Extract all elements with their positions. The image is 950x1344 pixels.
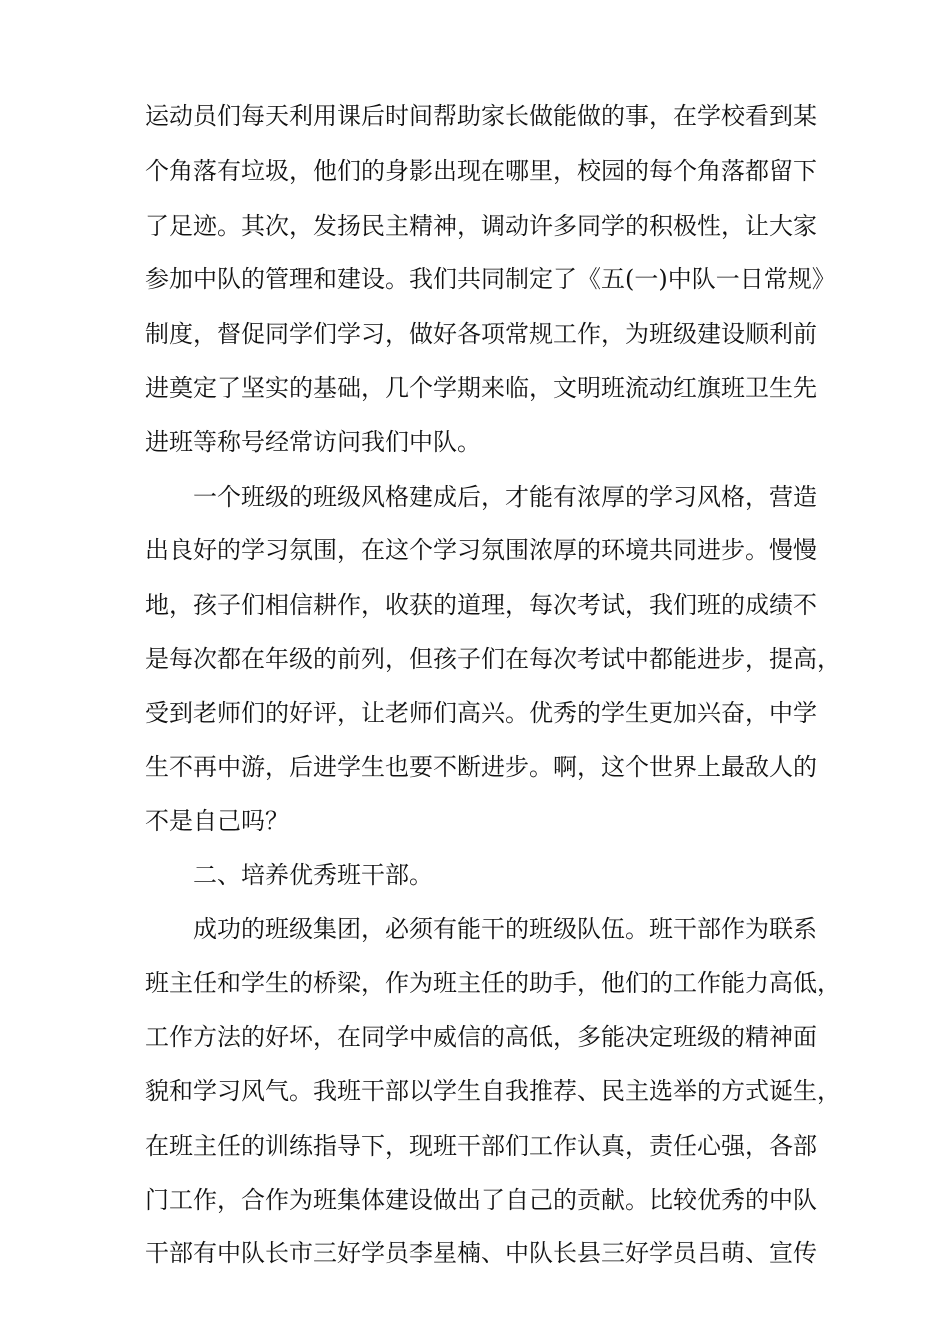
- text-line: 在班主任的训练指导下，现班干部们工作认真，责任心强，各部: [145, 1132, 817, 1160]
- text-line: 出良好的学习氛围，在这个学习氛围浓厚的环境共同进步。慢慢: [145, 536, 817, 564]
- text-line: 参加中队的管理和建设。我们共同制定了《五(一)中队一日常规》: [145, 265, 836, 293]
- text-line: 生不再中游，后进学生也要不断进步。啊，这个世界上最敌人的: [145, 753, 817, 781]
- text-line: 进班等称号经常访问我们中队。: [145, 428, 481, 456]
- text-line: 是每次都在年级的前列，但孩子们在每次考试中都能进步，提高，: [145, 645, 841, 673]
- text-line: 门工作，合作为班集体建设做出了自己的贡献。比较优秀的中队: [145, 1186, 817, 1214]
- text-line: 貌和学习风气。我班干部以学生自我推荐、民主选举的方式诞生，: [145, 1077, 841, 1105]
- text-line: 地，孩子们相信耕作，收获的道理，每次考试，我们班的成绩不: [145, 591, 817, 619]
- paragraph-first-line: 成功的班级集团，必须有能干的班级队伍。班干部作为联系: [193, 915, 817, 943]
- text-line: 受到老师们的好评，让老师们高兴。优秀的学生更加兴奋，中学: [145, 699, 817, 727]
- text-line: 班主任和学生的桥梁，作为班主任的助手，他们的工作能力高低，: [145, 969, 841, 997]
- text-line: 不是自己吗？: [145, 807, 289, 835]
- paragraph-first-line: 一个班级的班级风格建成后，才能有浓厚的学习风格，营造: [193, 483, 817, 511]
- text-line: 进奠定了坚实的基础，几个学期来临，文明班流动红旗班卫生先: [145, 374, 817, 402]
- section-heading: 二、培养优秀班干部。: [193, 861, 433, 889]
- text-line: 制度，督促同学们学习，做好各项常规工作，为班级建设顺利前: [145, 320, 817, 348]
- text-line: 个角落有垃圾，他们的身影出现在哪里，校园的每个角落都留下: [145, 157, 817, 185]
- text-line: 运动员们每天利用课后时间帮助家长做能做的事，在学校看到某: [145, 102, 817, 130]
- text-line: 了足迹。其次，发扬民主精神，调动许多同学的积极性，让大家: [145, 212, 817, 240]
- text-line: 工作方法的好坏，在同学中威信的高低，多能决定班级的精神面: [145, 1023, 817, 1051]
- text-line: 干部有中队长市三好学员李星楠、中队长县三好学员吕萌、宣传: [145, 1239, 817, 1267]
